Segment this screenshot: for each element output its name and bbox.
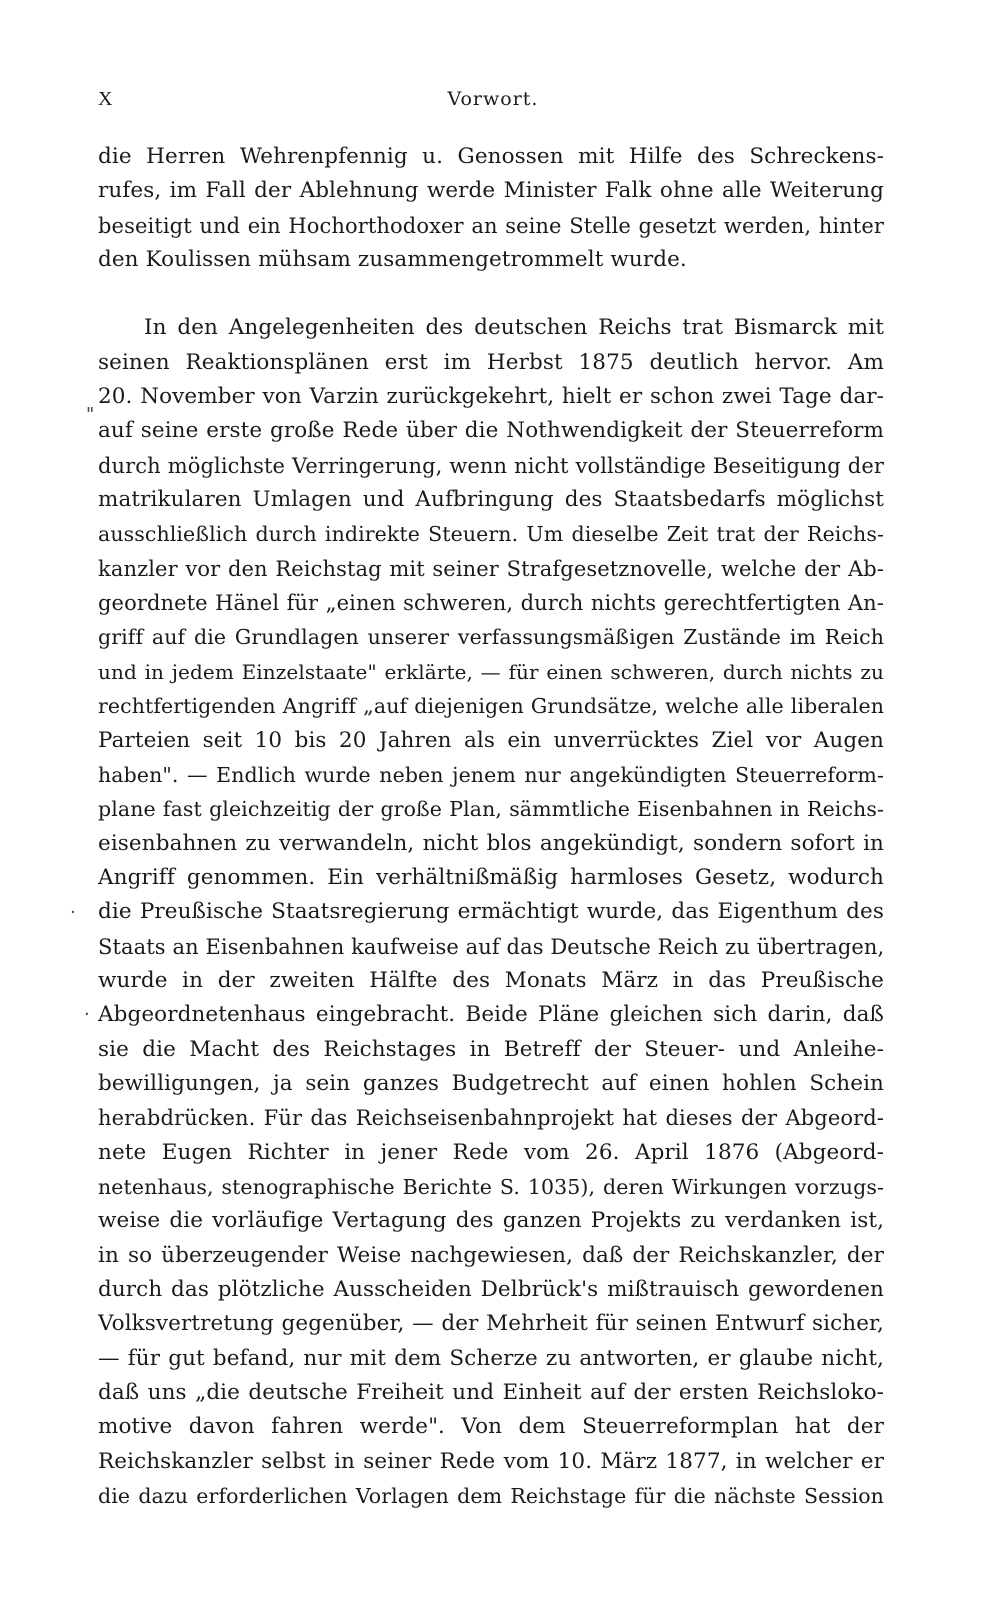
page-number: X <box>98 88 114 110</box>
text-line: matrikularen Umlagen und Aufbringung des Staatsbedarfs möglichst <box>98 487 884 513</box>
margin-dot: · <box>84 1004 90 1025</box>
text-line: Volksvertretung gegenüber, — der Mehrheit für seinen Entwurf sicher, <box>98 1311 884 1337</box>
text-line: die dazu erforderlichen Vorlagen dem Reichstage für die nächste Session <box>98 1484 884 1509</box>
paragraph-2 <box>98 311 884 1513</box>
text-line: nete Eugen Richter in jener Rede vom 26. April 1876 (Abgeord- <box>98 1139 884 1165</box>
text-line: plane fast gleichzeitig der große Plan, sämmtliche Eisenbahnen in Reichs- <box>98 797 884 822</box>
text-line: griff auf die Grundlagen unserer verfassungsmäßigen Zustände im Reich <box>98 625 884 650</box>
text-line: wurde in der zweiten Hälfte des Monats März in das Preußische <box>98 967 884 993</box>
text-line: herabdrücken. Für das Reichseisenbahnprojekt hat dieses der Abgeord- <box>98 1106 884 1131</box>
text-line: haben". — Endlich wurde neben jenem nur angekündigten Steuerreform- <box>98 762 884 787</box>
text-line: geordnete Hänel für „einen schweren, durch nichts gerechtfertigten An- <box>98 591 884 616</box>
text-line: Parteien seit 10 bis 20 Jahren als ein unverrücktes Ziel vor Augen <box>98 727 884 753</box>
text-line: weise die vorläufige Vertagung des ganzen Projekts zu verdanken ist, <box>98 1208 884 1234</box>
margin-mark: " <box>86 404 95 425</box>
text-line: ausschließlich durch indirekte Steuern. Um dieselbe Zeit trat der Reichs- <box>98 522 884 547</box>
text-line: die Preußische Staatsregierung ermächtigt wurde, das Eigenthum des <box>98 899 884 925</box>
text-line: kanzler vor den Reichstag mit seiner Strafgesetznovelle, welche der Ab- <box>98 556 884 581</box>
text-line: rufes, im Fall der Ablehnung werde Minister Falk ohne alle Weiterung <box>98 178 884 204</box>
text-line: — für gut befand, nur mit dem Scherze zu antworten, er glaube nicht, <box>98 1345 884 1371</box>
body-text <box>98 140 884 1513</box>
text-line: netenhaus, stenographische Berichte S. 1035), deren Wirkungen vorzugs- <box>98 1174 884 1199</box>
text-line: eisenbahnen zu verwandeln, nicht blos angekündigt, sondern sofort in <box>98 830 884 856</box>
margin-dot: · <box>70 902 76 923</box>
text-line: auf seine erste große Rede über die Nothwendigkeit der Steuerreform <box>98 418 884 444</box>
text-line: Reichskanzler selbst in seiner Rede vom 10. März 1877, in welcher er <box>98 1448 884 1474</box>
text-line: Angriff genommen. Ein verhältnißmäßig harmloses Gesetz, wodurch <box>98 864 884 890</box>
text-line: und in jedem Einzelstaate" erklärte, — für einen schweren, durch nichts zu <box>98 659 884 684</box>
text-line: Abgeordnetenhaus eingebracht. Beide Pläne gleichen sich darin, daß <box>98 1002 884 1028</box>
text-line: den Koulissen mühsam zusammengetrommelt wurde. <box>98 247 687 273</box>
text-line: durch das plötzliche Ausscheiden Delbrück's mißtrauisch gewordenen <box>98 1277 884 1302</box>
text-line: daß uns „die deutsche Freiheit und Einheit auf der ersten Reichsloko- <box>98 1380 884 1406</box>
text-line: In den Angelegenheiten des deutschen Reichs trat Bismarck mit <box>144 315 884 341</box>
text-line: die Herren Wehrenpfennig u. Genossen mit Hilfe des Schreckens- <box>98 144 884 169</box>
paragraph-spacer <box>98 277 884 311</box>
text-line: sie die Macht des Reichstages in Betreff der Steuer- und Anleihe- <box>98 1036 884 1062</box>
text-line: Staats an Eisenbahnen kaufweise auf das Deutsche Reich zu übertragen, <box>98 934 884 959</box>
text-line: 20. November von Varzin zurückgekehrt, hielt er schon zwei Tage dar- <box>98 384 884 410</box>
text-line: motive davon fahren werde". Von dem Steuerreformplan hat der <box>98 1414 884 1440</box>
text-line: beseitigt und ein Hochorthodoxer an seine Stelle gesetzt werden, hinter <box>98 213 884 238</box>
page-header <box>98 88 888 118</box>
text-line: in so überzeugender Weise nachgewiesen, daß der Reichskanzler, der <box>98 1242 884 1268</box>
text-line: bewilligungen, ja sein ganzes Budgetrecht auf einen hohlen Schein <box>98 1070 884 1096</box>
paragraph-1 <box>98 140 884 277</box>
text-line: rechtfertigenden Angriff „auf diejenigen Grundsätze, welche alle liberalen <box>98 694 884 719</box>
text-line: seinen Reaktionsplänen erst im Herbst 1875 deutlich hervor. Am <box>98 349 884 375</box>
running-title: Vorwort. <box>447 88 539 110</box>
text-line: durch möglichste Verringerung, wenn nicht vollständige Beseitigung der <box>98 453 884 478</box>
